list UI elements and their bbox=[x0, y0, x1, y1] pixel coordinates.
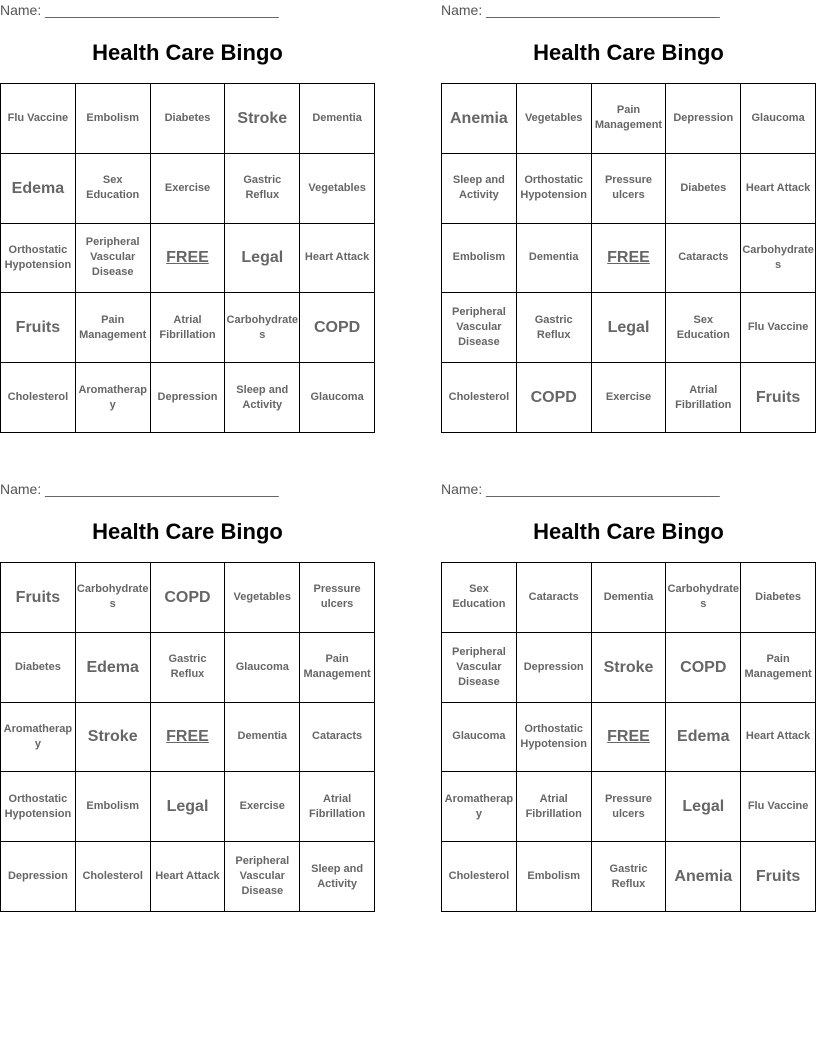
bingo-cell: Embolism bbox=[76, 84, 151, 154]
bingo-cell: Depression bbox=[1, 842, 76, 912]
bingo-grid bbox=[0, 562, 375, 912]
bingo-cell: Anemia bbox=[442, 84, 517, 154]
card-title: Health Care Bingo bbox=[92, 40, 283, 65]
name-field-label: Name: ______________________________ bbox=[0, 481, 279, 497]
bingo-cell: Anemia bbox=[666, 842, 741, 912]
bingo-cell: Stroke bbox=[592, 633, 667, 703]
bingo-cell: Diabetes bbox=[151, 84, 226, 154]
bingo-cell: Atrial Fibrillation bbox=[300, 772, 375, 842]
bingo-cell: Flu Vaccine bbox=[741, 772, 816, 842]
bingo-cell: Embolism bbox=[517, 842, 592, 912]
bingo-cell: Fruits bbox=[741, 363, 816, 433]
bingo-cell: Heart Attack bbox=[741, 154, 816, 224]
bingo-cell: Peripheral Vascular Disease bbox=[76, 224, 151, 294]
bingo-cell: Glaucoma bbox=[741, 84, 816, 154]
bingo-cell: Exercise bbox=[225, 772, 300, 842]
bingo-cell: Vegetables bbox=[225, 563, 300, 633]
bingo-grid bbox=[441, 562, 816, 912]
bingo-cell: Aromatherapy bbox=[76, 363, 151, 433]
bingo-cell: Orthostatic Hypotension bbox=[517, 703, 592, 773]
bingo-cell: Heart Attack bbox=[151, 842, 226, 912]
bingo-cell: Orthostatic Hypotension bbox=[1, 772, 76, 842]
bingo-cell: Fruits bbox=[741, 842, 816, 912]
bingo-cell: Heart Attack bbox=[300, 224, 375, 294]
bingo-cell: Edema bbox=[666, 703, 741, 773]
bingo-cell: Depression bbox=[151, 363, 226, 433]
free-space-cell: FREE bbox=[151, 224, 226, 294]
bingo-cell: Diabetes bbox=[666, 154, 741, 224]
bingo-cell: Cataracts bbox=[517, 563, 592, 633]
bingo-cell: Sex Education bbox=[442, 563, 517, 633]
bingo-cell: Dementia bbox=[517, 224, 592, 294]
bingo-grid bbox=[0, 83, 375, 433]
name-field-label: Name: ______________________________ bbox=[0, 2, 279, 18]
bingo-cell: Peripheral Vascular Disease bbox=[225, 842, 300, 912]
bingo-cell: Pressure ulcers bbox=[592, 154, 667, 224]
bingo-grid bbox=[441, 83, 816, 433]
bingo-cell: Pressure ulcers bbox=[300, 563, 375, 633]
bingo-cell: Cataracts bbox=[300, 703, 375, 773]
bingo-cell: Legal bbox=[666, 772, 741, 842]
bingo-cell: Orthostatic Hypotension bbox=[1, 224, 76, 294]
bingo-cell: Diabetes bbox=[741, 563, 816, 633]
bingo-cell: Stroke bbox=[225, 84, 300, 154]
bingo-cell: Gastric Reflux bbox=[592, 842, 667, 912]
bingo-cell: Fruits bbox=[1, 293, 76, 363]
bingo-cell: Glaucoma bbox=[300, 363, 375, 433]
bingo-card-2 bbox=[441, 0, 816, 440]
bingo-cell: Dementia bbox=[592, 563, 667, 633]
bingo-cell: COPD bbox=[300, 293, 375, 363]
bingo-cell: Atrial Fibrillation bbox=[517, 772, 592, 842]
name-field-label: Name: ______________________________ bbox=[441, 2, 720, 18]
bingo-cell: Exercise bbox=[151, 154, 226, 224]
card-title: Health Care Bingo bbox=[533, 519, 724, 544]
bingo-cell: Carbohydrates bbox=[666, 563, 741, 633]
bingo-cell: Carbohydrates bbox=[225, 293, 300, 363]
bingo-cell: Heart Attack bbox=[741, 703, 816, 773]
bingo-cell: Cholesterol bbox=[1, 363, 76, 433]
bingo-cell: Embolism bbox=[76, 772, 151, 842]
bingo-cell: Vegetables bbox=[300, 154, 375, 224]
bingo-cell: Orthostatic Hypotension bbox=[517, 154, 592, 224]
bingo-cell: Peripheral Vascular Disease bbox=[442, 293, 517, 363]
card-title: Health Care Bingo bbox=[92, 519, 283, 544]
bingo-cell: COPD bbox=[151, 563, 226, 633]
bingo-cell: Depression bbox=[517, 633, 592, 703]
bingo-cell: Flu Vaccine bbox=[1, 84, 76, 154]
bingo-cell: Exercise bbox=[592, 363, 667, 433]
bingo-cell: Fruits bbox=[1, 563, 76, 633]
bingo-cell: Legal bbox=[592, 293, 667, 363]
bingo-cell: Glaucoma bbox=[442, 703, 517, 773]
bingo-cell: Carbohydrates bbox=[76, 563, 151, 633]
bingo-cell: Pain Management bbox=[741, 633, 816, 703]
bingo-cell: Glaucoma bbox=[225, 633, 300, 703]
bingo-cell: Edema bbox=[76, 633, 151, 703]
bingo-cell: Pain Management bbox=[592, 84, 667, 154]
bingo-card-1 bbox=[0, 0, 375, 440]
bingo-cell: Gastric Reflux bbox=[517, 293, 592, 363]
bingo-cell: Dementia bbox=[225, 703, 300, 773]
free-space-cell: FREE bbox=[592, 224, 667, 294]
bingo-cell: Depression bbox=[666, 84, 741, 154]
bingo-cell: Pressure ulcers bbox=[592, 772, 667, 842]
bingo-cell: Flu Vaccine bbox=[741, 293, 816, 363]
bingo-cell: Sleep and Activity bbox=[300, 842, 375, 912]
bingo-cell: Dementia bbox=[300, 84, 375, 154]
bingo-cell: Pain Management bbox=[76, 293, 151, 363]
bingo-cell: Aromatherapy bbox=[1, 703, 76, 773]
bingo-cell: Sleep and Activity bbox=[442, 154, 517, 224]
bingo-cell: Atrial Fibrillation bbox=[151, 293, 226, 363]
bingo-cell: Legal bbox=[151, 772, 226, 842]
bingo-cell: Legal bbox=[225, 224, 300, 294]
bingo-cell: Cholesterol bbox=[442, 842, 517, 912]
bingo-cell: Peripheral Vascular Disease bbox=[442, 633, 517, 703]
bingo-cell: Pain Management bbox=[300, 633, 375, 703]
bingo-cell: Vegetables bbox=[517, 84, 592, 154]
bingo-cell: COPD bbox=[666, 633, 741, 703]
bingo-cell: Gastric Reflux bbox=[151, 633, 226, 703]
bingo-cell: Cataracts bbox=[666, 224, 741, 294]
bingo-cell: Atrial Fibrillation bbox=[666, 363, 741, 433]
bingo-cell: Cholesterol bbox=[442, 363, 517, 433]
bingo-cell: Sleep and Activity bbox=[225, 363, 300, 433]
bingo-cell: Sex Education bbox=[666, 293, 741, 363]
bingo-card-3 bbox=[0, 479, 375, 919]
bingo-cell: Sex Education bbox=[76, 154, 151, 224]
free-space-cell: FREE bbox=[151, 703, 226, 773]
bingo-cell: Cholesterol bbox=[76, 842, 151, 912]
bingo-cell: Carbohydrates bbox=[741, 224, 816, 294]
name-field-label: Name: ______________________________ bbox=[441, 481, 720, 497]
bingo-cell: Aromatherapy bbox=[442, 772, 517, 842]
bingo-cell: COPD bbox=[517, 363, 592, 433]
bingo-cell: Gastric Reflux bbox=[225, 154, 300, 224]
bingo-cell: Diabetes bbox=[1, 633, 76, 703]
bingo-cell: Embolism bbox=[442, 224, 517, 294]
card-title: Health Care Bingo bbox=[533, 40, 724, 65]
bingo-card-4 bbox=[441, 479, 816, 919]
bingo-cell: Edema bbox=[1, 154, 76, 224]
bingo-cell: Stroke bbox=[76, 703, 151, 773]
free-space-cell: FREE bbox=[592, 703, 667, 773]
